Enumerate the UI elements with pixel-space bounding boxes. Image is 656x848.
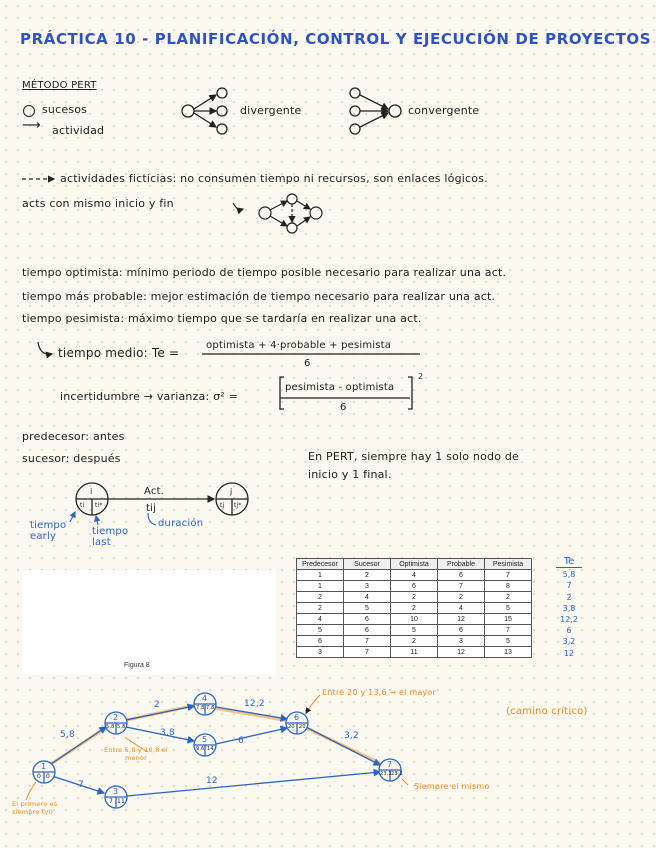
te-value: 7: [566, 581, 572, 591]
node-i-label: i: [90, 487, 93, 496]
activity-table: [296, 558, 532, 658]
convergent-label: convergente: [408, 104, 480, 117]
variance-numerator: pesimista - optimista: [285, 382, 395, 393]
cell: 5: [297, 625, 344, 636]
cell: 6: [391, 581, 438, 592]
te-value: 3,2: [562, 637, 576, 647]
node-i-ti-star: ti*: [95, 502, 103, 509]
convergent-diagram: [350, 88, 401, 134]
cell: 2: [391, 636, 438, 647]
edge-label-1-2: 5,8: [60, 730, 75, 740]
divergent-diagram: [182, 88, 227, 134]
net-node-4: 4: [202, 694, 208, 703]
cell: 7: [344, 636, 391, 647]
fictitious-diagram: [233, 194, 322, 233]
cell: 6: [438, 625, 485, 636]
predecessor-text: predecesor: antes: [22, 430, 125, 443]
cell: 5: [391, 625, 438, 636]
cell: 3: [297, 647, 344, 658]
cell: 11: [391, 647, 438, 658]
cell: 2: [485, 592, 532, 603]
figure-node-6: 6: [167, 590, 173, 599]
arrow-icon: ⟶: [22, 118, 41, 133]
cell: 4: [438, 603, 485, 614]
edge-label-6-7: 3,2: [344, 731, 359, 741]
last-time-label: tiempo last: [92, 526, 129, 548]
figure-node-3: 3: [85, 655, 91, 664]
net-node-2: 2: [113, 713, 119, 722]
te-value: 5,8: [562, 570, 576, 580]
figure-8-caption: Figura 8: [124, 662, 150, 669]
net-node-3-early: 7: [109, 798, 114, 805]
cell: 12: [438, 614, 485, 625]
variance-exponent: 2: [418, 372, 424, 381]
table-row: [297, 581, 532, 592]
variance-label: incertidumbre → varianza: σ² =: [60, 390, 238, 403]
mean-time-label: tiempo medio: Te =: [58, 346, 180, 360]
cell: 1: [297, 581, 344, 592]
note-always-same: Siempre el mismo: [414, 782, 490, 791]
cell: 6: [297, 636, 344, 647]
pessimistic-definition: tiempo pesimista: máximo tiempo que se tardaría en realizar una act.: [22, 312, 422, 325]
node-j-tj-star: tj*: [234, 502, 242, 509]
table-row: [297, 647, 532, 658]
cell: 6: [438, 570, 485, 581]
divergent-label: divergente: [240, 104, 302, 117]
cell: 7: [438, 581, 485, 592]
activity-label: Act.: [144, 486, 165, 497]
note-between-20: Entre 20 y 13,6 → el mayor: [322, 688, 436, 697]
cell: 8: [485, 581, 532, 592]
fictitious-text: actividades ficticias: no consumen tiempo ni recursos, son enlaces lógicos.: [60, 172, 488, 185]
cell: 6: [344, 625, 391, 636]
cell: 2: [438, 592, 485, 603]
cell: 12: [438, 647, 485, 658]
cell: 13: [485, 647, 532, 658]
pert-heading: MÉTODO PERT: [22, 80, 97, 91]
cell: 15: [485, 614, 532, 625]
critical-path-label: (camino crítico): [506, 706, 588, 717]
cell: 4: [344, 592, 391, 603]
cell: 5: [344, 603, 391, 614]
net-node-1-early: 0: [37, 773, 42, 780]
cell: 2: [391, 603, 438, 614]
cell: 2: [391, 592, 438, 603]
net-node-4-last: 7,8: [206, 705, 215, 711]
cell: 6: [344, 614, 391, 625]
net-node-6: 6: [294, 713, 300, 722]
col-pessimistic: Pesimista: [485, 559, 532, 570]
table-row: [297, 603, 532, 614]
table-row: [297, 625, 532, 636]
note-between-58: Entre 5,8 y 10,8 el menor: [104, 746, 168, 762]
te-header: Te: [556, 556, 582, 568]
net-node-7-last: 23,2: [391, 771, 403, 777]
net-node-3-last: 11: [117, 798, 126, 805]
cell: 4: [297, 614, 344, 625]
net-node-5-last: 14: [207, 746, 214, 752]
mean-numerator: optimista + 4·probable + pesimista: [206, 340, 392, 351]
te-value: 3,8: [562, 603, 576, 613]
cell: 7: [485, 570, 532, 581]
figure-node-2: 2: [85, 590, 91, 599]
net-node-1: 1: [41, 762, 47, 771]
pert-note-line1: En PERT, siempre hay 1 solo nodo de: [308, 450, 519, 463]
col-successor: Sucesor: [344, 559, 391, 570]
net-node-2-early: 5,8: [106, 724, 115, 730]
optimistic-definition: tiempo optimista: mínimo periodo de tiempo posible necesario para realizar una act.: [22, 266, 507, 279]
cell: 3: [344, 581, 391, 592]
critical-path-highlight: [48, 705, 384, 766]
cell: 10: [391, 614, 438, 625]
edge-label-5-6: 6: [238, 736, 244, 746]
col-optimistic: Optimista: [391, 559, 438, 570]
col-probable: Probable: [438, 559, 485, 570]
cell: 2: [297, 592, 344, 603]
cell: 5: [485, 603, 532, 614]
net-node-2-last: 5,8: [117, 724, 126, 730]
cell: 2: [344, 570, 391, 581]
variance-denominator: 6: [340, 402, 347, 413]
node-j-tj: tj: [220, 502, 225, 509]
duration-label: duración: [158, 518, 204, 529]
net-node-4-early: 7,8: [196, 705, 205, 711]
figure-8-box: [22, 570, 276, 675]
table-row: [297, 614, 532, 625]
cell: 1: [297, 570, 344, 581]
net-node-5: 5: [202, 735, 208, 744]
net-node-5-early: 9,6: [196, 746, 205, 752]
cell: 5: [485, 636, 532, 647]
mean-denominator: 6: [304, 358, 311, 369]
edge-label-3-7: 12: [206, 776, 218, 786]
figure-node-4: 4: [127, 574, 133, 583]
activity-duration-tij: tij: [146, 503, 157, 514]
edge-label-1-3: 7: [78, 780, 84, 790]
edge-label-2-5: 3,8: [160, 728, 175, 738]
node-i-ti: ti: [80, 502, 85, 509]
te-value: 12,2: [560, 615, 578, 625]
successor-text: sucesor: después: [22, 452, 121, 465]
figure-node-7: 7: [256, 636, 262, 646]
network-nodes: [33, 693, 401, 808]
te-value: 2: [566, 592, 572, 602]
pert-note-line2: inicio y 1 final.: [308, 468, 392, 481]
te-value: 6: [566, 626, 572, 636]
net-node-7-early: 23,2: [380, 771, 392, 777]
net-node-6-early: 20: [288, 724, 295, 730]
note-first-zero: El primero es siempre 0/0: [12, 800, 58, 816]
col-predecessor: Predecesor: [297, 559, 344, 570]
early-time-label: tiempo early: [30, 520, 67, 542]
cell: 4: [391, 570, 438, 581]
node-j-label: j: [230, 487, 233, 496]
net-node-1-last: 0: [46, 773, 51, 780]
figure-node-1: 1: [33, 632, 39, 642]
figure-node-5: 5: [127, 607, 133, 616]
probable-definition: tiempo más probable: mejor estimación de tiempo necesario para realizar una act.: [22, 290, 496, 303]
table-row: [297, 636, 532, 647]
cell: 7: [485, 625, 532, 636]
cell: 3: [438, 636, 485, 647]
net-node-3: 3: [113, 787, 119, 796]
te-column: [556, 556, 582, 659]
legend-arrow-label: actividad: [52, 124, 105, 137]
page-title: PRÁCTICA 10 - PLANIFICACIÓN, CONTROL Y EJECUCIÓN DE PROYECTOS: [20, 30, 652, 48]
cell: 2: [297, 603, 344, 614]
cell: 7: [344, 647, 391, 658]
net-node-6-last: 20: [299, 724, 306, 730]
net-node-7: 7: [387, 760, 393, 769]
edge-label-4-6: 12,2: [244, 699, 265, 709]
edge-label-2-4: 2: [154, 700, 160, 710]
table-row: [297, 570, 532, 581]
table-row: [297, 592, 532, 603]
te-value: 12: [563, 648, 575, 658]
same-start-end-text: acts con mismo inicio y fin: [22, 197, 174, 210]
legend-node-label: sucesos: [42, 103, 88, 116]
